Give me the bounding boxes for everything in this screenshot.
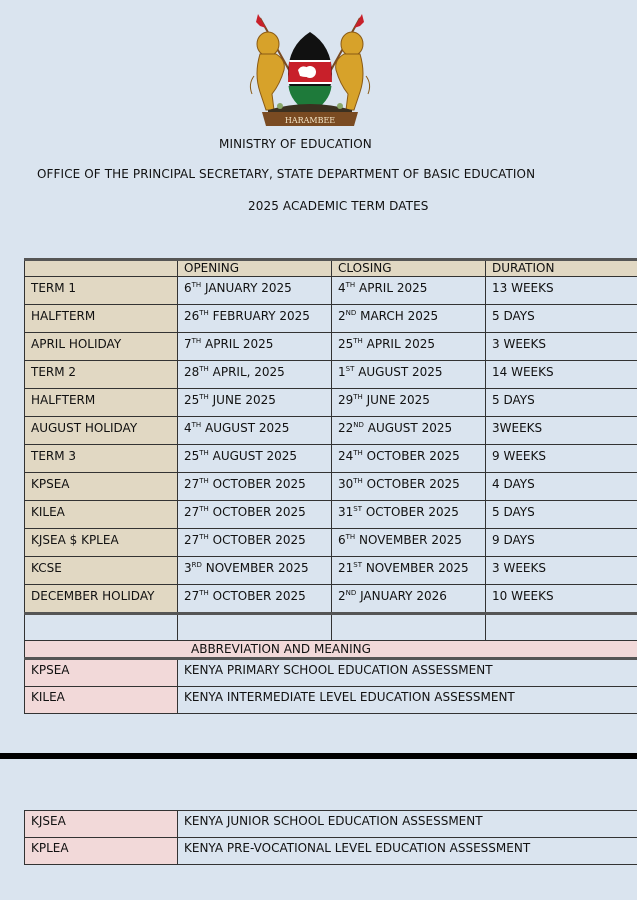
opening-date-cell [178, 529, 332, 557]
closing-day-suffix: ND [345, 309, 357, 317]
closing-month-year: JUNE 2025 [362, 393, 430, 407]
closing-month-year: MARCH 2025 [356, 309, 439, 323]
table-row [25, 305, 637, 333]
column-header-duration: DURATION [486, 260, 637, 277]
abbreviation-code: KPLEA [31, 841, 69, 855]
opening-day: 27 [184, 477, 200, 491]
event-name: HALFTERM [31, 393, 96, 407]
opening-month-year: AUGUST 2025 [208, 449, 298, 463]
closing-month-year: APRIL 2025 [355, 281, 428, 295]
abbreviation-heading: ABBREVIATION AND MEANING [25, 641, 637, 659]
closing-date-cell [332, 333, 486, 361]
table-row [25, 361, 637, 389]
abbreviation-row [25, 811, 637, 838]
event-cell [25, 333, 178, 361]
abbreviation-cell [25, 811, 178, 838]
duration-value: 3WEEKS [492, 421, 543, 435]
closing-day-suffix: TH [353, 337, 363, 345]
opening-month-year: OCTOBER 2025 [208, 505, 306, 519]
column-header-closing: CLOSING [332, 260, 486, 277]
event-name: HALFTERM [31, 309, 96, 323]
closing-month-year: AUGUST 2025 [363, 421, 453, 435]
duration-cell [486, 585, 637, 614]
closing-day: 30 [338, 477, 354, 491]
closing-day: 2 [338, 589, 346, 603]
duration-value: 5 DAYS [492, 393, 535, 407]
event-name: TERM 2 [31, 365, 77, 379]
abbreviation-row [25, 838, 637, 865]
opening-month-year: OCTOBER 2025 [208, 589, 306, 603]
event-name: DECEMBER HOLIDAY [31, 589, 155, 603]
opening-day-suffix: TH [199, 365, 209, 373]
event-cell [25, 445, 178, 473]
opening-day: 25 [184, 449, 200, 463]
closing-day: 25 [338, 337, 354, 351]
ministry-heading: MINISTRY OF EDUCATION [219, 137, 372, 151]
closing-day-suffix: ND [353, 421, 364, 429]
closing-day-suffix: ST [345, 365, 355, 373]
opening-day-suffix: TH [199, 505, 209, 513]
event-cell [25, 277, 178, 305]
opening-month-year: FEBRUARY 2025 [208, 309, 310, 323]
meaning-cell [178, 687, 637, 714]
closing-date-cell [332, 305, 486, 333]
event-cell [25, 305, 178, 333]
closing-day: 31 [338, 505, 354, 519]
opening-date-cell [178, 501, 332, 529]
opening-month-year: NOVEMBER 2025 [201, 561, 309, 575]
event-name: KPSEA [31, 477, 70, 491]
closing-day-suffix: TH [353, 393, 363, 401]
opening-month-year: OCTOBER 2025 [208, 533, 306, 547]
motto-text: HARAMBEE [284, 116, 336, 125]
abbreviation-cell [25, 687, 178, 714]
duration-value: 9 DAYS [492, 533, 535, 547]
table-row [25, 333, 637, 361]
duration-value: 9 WEEKS [492, 449, 546, 463]
table-row [25, 445, 637, 473]
duration-cell [486, 417, 637, 445]
opening-day: 26 [184, 309, 200, 323]
duration-cell [486, 529, 637, 557]
abbreviation-cell [25, 659, 178, 687]
opening-day: 4 [184, 421, 192, 435]
closing-month-year: APRIL 2025 [362, 337, 436, 351]
opening-date-cell [178, 389, 332, 417]
abbreviation-table-continued [24, 810, 637, 865]
document-title: 2025 ACADEMIC TERM DATES [248, 199, 429, 213]
table-row [25, 501, 637, 529]
opening-day: 6 [184, 281, 192, 295]
duration-cell [486, 473, 637, 501]
event-name: AUGUST HOLIDAY [31, 421, 138, 435]
table-row [25, 417, 637, 445]
abbreviation-code: KJSEA [31, 814, 66, 828]
closing-date-cell [332, 361, 486, 389]
event-name: KJSEA $ KPLEA [31, 533, 119, 547]
event-name: TERM 1 [31, 281, 77, 295]
event-cell [25, 585, 178, 614]
opening-day-suffix: TH [199, 533, 209, 541]
page-break-divider [0, 753, 637, 759]
table-row [25, 557, 637, 585]
opening-month-year: JUNE 2025 [208, 393, 276, 407]
closing-day-suffix: ST [353, 561, 363, 569]
closing-day: 22 [338, 421, 354, 435]
closing-month-year: OCTOBER 2025 [362, 477, 460, 491]
closing-day: 4 [338, 281, 346, 295]
table-row [25, 473, 637, 501]
opening-day-suffix: TH [199, 477, 209, 485]
office-heading: OFFICE OF THE PRINCIPAL SECRETARY, STATE DEPARTMENT OF BASIC EDUCATION [37, 167, 536, 181]
closing-date-cell [332, 557, 486, 585]
event-cell [25, 389, 178, 417]
opening-date-cell [178, 473, 332, 501]
closing-month-year: JANUARY 2026 [356, 589, 447, 603]
duration-value: 14 WEEKS [492, 365, 554, 379]
opening-day: 28 [184, 365, 200, 379]
event-cell [25, 361, 178, 389]
opening-day-suffix: TH [199, 449, 209, 457]
column-header-opening: OPENING [178, 260, 332, 277]
opening-day: 7 [184, 337, 192, 351]
event-name: TERM 3 [31, 449, 77, 463]
opening-month-year: APRIL, 2025 [208, 365, 285, 379]
closing-month-year: AUGUST 2025 [354, 365, 443, 379]
opening-date-cell [178, 361, 332, 389]
closing-day: 24 [338, 449, 354, 463]
opening-day: 27 [184, 589, 200, 603]
column-header-event [25, 260, 178, 277]
opening-date-cell [178, 277, 332, 305]
duration-value: 13 WEEKS [492, 281, 554, 295]
opening-day-suffix: TH [191, 337, 202, 345]
abbreviation-code: KILEA [31, 690, 65, 704]
event-name: KCSE [31, 561, 62, 575]
closing-day: 2 [338, 309, 346, 323]
closing-day-suffix: TH [353, 449, 363, 457]
event-cell [25, 473, 178, 501]
kenya-coat-of-arms [246, 14, 374, 130]
opening-month-year: AUGUST 2025 [201, 421, 290, 435]
opening-date-cell [178, 305, 332, 333]
closing-day: 1 [338, 365, 346, 379]
duration-value: 5 DAYS [492, 505, 535, 519]
opening-day: 27 [184, 533, 200, 547]
closing-date-cell [332, 585, 486, 614]
abbreviation-heading-row [25, 641, 637, 659]
closing-day-suffix: TH [353, 477, 363, 485]
opening-date-cell [178, 417, 332, 445]
duration-value: 3 WEEKS [492, 337, 546, 351]
closing-date-cell [332, 445, 486, 473]
duration-cell [486, 389, 637, 417]
duration-value: 10 WEEKS [492, 589, 554, 603]
event-cell [25, 417, 178, 445]
opening-day-suffix: TH [191, 421, 202, 429]
empty-row [25, 614, 637, 641]
closing-month-year: NOVEMBER 2025 [362, 561, 469, 575]
event-name: KILEA [31, 505, 65, 519]
duration-cell [486, 277, 637, 305]
closing-day: 21 [338, 561, 354, 575]
duration-value: 3 WEEKS [492, 561, 546, 575]
opening-day: 3 [184, 561, 192, 575]
abbreviation-row [25, 659, 637, 687]
closing-date-cell [332, 417, 486, 445]
duration-cell [486, 557, 637, 585]
table-row [25, 389, 637, 417]
closing-day: 29 [338, 393, 354, 407]
duration-cell [486, 501, 637, 529]
opening-day-suffix: RD [191, 561, 202, 569]
duration-value: 5 DAYS [492, 309, 535, 323]
closing-month-year: NOVEMBER 2025 [355, 533, 462, 547]
opening-date-cell [178, 585, 332, 614]
abbreviation-meaning: KENYA PRIMARY SCHOOL EDUCATION ASSESSMENT [184, 663, 493, 677]
empty-cell [332, 614, 486, 641]
table-row [25, 585, 637, 614]
closing-date-cell [332, 389, 486, 417]
closing-day-suffix: TH [345, 533, 356, 541]
table-row [25, 529, 637, 557]
table-header-row [25, 260, 637, 277]
opening-month-year: JANUARY 2025 [201, 281, 292, 295]
meaning-cell [178, 659, 637, 687]
abbreviation-meaning: KENYA INTERMEDIATE LEVEL EDUCATION ASSESSMENT [184, 690, 515, 704]
closing-date-cell [332, 501, 486, 529]
opening-day-suffix: TH [199, 309, 209, 317]
meaning-cell [178, 838, 637, 865]
empty-cell [178, 614, 332, 641]
closing-month-year: OCTOBER 2025 [362, 449, 460, 463]
closing-day-suffix: TH [345, 281, 356, 289]
duration-cell [486, 361, 637, 389]
abbreviation-meaning: KENYA PRE-VOCATIONAL LEVEL EDUCATION ASSESSMENT [184, 841, 531, 855]
opening-month-year: OCTOBER 2025 [208, 477, 306, 491]
opening-month-year: APRIL 2025 [201, 337, 274, 351]
closing-day-suffix: ND [345, 589, 357, 597]
duration-value: 4 DAYS [492, 477, 535, 491]
closing-month-year: OCTOBER 2025 [362, 505, 459, 519]
abbreviation-cell [25, 838, 178, 865]
opening-day-suffix: TH [199, 393, 209, 401]
event-cell [25, 557, 178, 585]
empty-cell [25, 614, 178, 641]
duration-cell [486, 305, 637, 333]
duration-cell [486, 445, 637, 473]
opening-date-cell [178, 333, 332, 361]
event-cell [25, 529, 178, 557]
duration-cell [486, 333, 637, 361]
abbreviation-code: KPSEA [31, 663, 70, 677]
opening-date-cell [178, 445, 332, 473]
abbreviation-meaning: KENYA JUNIOR SCHOOL EDUCATION ASSESSMENT [184, 814, 483, 828]
term-dates-table [24, 258, 637, 714]
closing-date-cell [332, 277, 486, 305]
event-cell [25, 501, 178, 529]
closing-day-suffix: ST [353, 505, 363, 513]
opening-date-cell [178, 557, 332, 585]
closing-day: 6 [338, 533, 346, 547]
closing-date-cell [332, 529, 486, 557]
opening-day: 27 [184, 505, 200, 519]
closing-date-cell [332, 473, 486, 501]
abbreviation-row [25, 687, 637, 714]
meaning-cell [178, 811, 637, 838]
empty-cell [486, 614, 637, 641]
table-row [25, 277, 637, 305]
opening-day-suffix: TH [191, 281, 202, 289]
event-name: APRIL HOLIDAY [31, 337, 122, 351]
opening-day-suffix: TH [199, 589, 209, 597]
opening-day: 25 [184, 393, 200, 407]
